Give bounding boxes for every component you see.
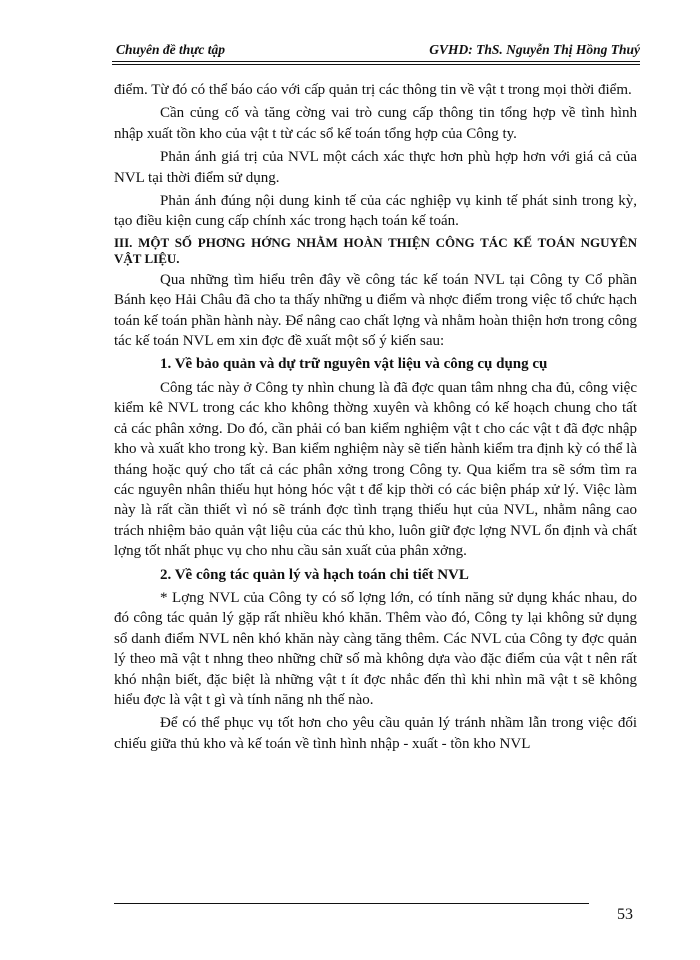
subsection-heading-2: 2. Về công tác quản lý và hạch toán chi tiết NVL [160, 566, 469, 583]
footer-rule [114, 903, 589, 904]
paragraph-storage: Công tác này ở Công ty nhìn chung là đã đợc quan tâm nhng cha đủ, công việc kiểm kê NVL trong các kho không thờng xuyên và không có kế hoạch chung cho tất cả các phân xởng. Do đó, cần phải có ban kiểm nghiệm vật t cho các vật t đã đợc nhập kho và xuất kho trong kỳ. Ban kiểm nghiệm này sẽ tiến hành kiểm tra định kỳ có thể là tháng hoặc quý cho tất cả các phân xởng trong Công ty. Qua kiểm tra sẽ sớm tìm ra các nguyên nhân thiếu hụt hỏng hóc vật t để kịp thời có các biện pháp xử lý. Việc làm này là rất cần thiết vì nó sẽ tránh đợc tình trạng thiếu hụt của NVL, nhằm nâng cao trách nhiệm bảo quản vật liệu của các thủ kho, luôn giữ đợc lợng NVL ổn định và chất lợng tốt nhất phục vụ cho nhu cầu sản xuất của phân xởng. [114, 379, 637, 560]
page-number: 53 [617, 906, 633, 923]
header-document-type: Chuyên đề thực tập [116, 42, 225, 57]
paragraph-reconciliation: Để có thể phục vụ tốt hơn cho yêu cầu quản lý tránh nhầm lẫn trong việc đối chiếu giữa thủ kho và kế toán về tình hình nhập - xuất - tồn kho NVL [114, 715, 637, 752]
page-header [112, 38, 640, 64]
subsection-heading-1: 1. Về bảo quản và dự trữ nguyên vật liệu và công cụ dụng cụ [160, 356, 548, 373]
paragraph-management: * Lợng NVL của Công ty có số lợng lớn, có tính năng sử dụng khác nhau, do đó công tác quản lý gặp rất nhiều khó khăn. Thêm vào đó, Công ty lại không sử dụng sổ danh điểm NVL nên khó khăn này càng tăng thêm. Các NVL của Công ty đợc quản lý theo mã vật t nhng theo những chữ số mà không dựa vào đặc điểm của vật t nên rất khó nhận biết, đặc biệt là những vật t ít đợc nhắc đến thì khi nhìn mã vật t sẽ không hiểu đợc là vật t gì và tính năng nh thế nào. [114, 589, 637, 708]
header-rule [112, 61, 640, 62]
header-supervisor: GVHD: ThS. Nguyễn Thị Hồng Thuý [429, 42, 640, 57]
page-body [114, 80, 637, 757]
paragraph-consolidate-info: Cần củng cố và tăng cờng vai trò cung cấp thông tin tổng hợp về tình hình nhập xuất tồn kho của vật t từ các sổ kế toán tổng hợp của Công ty. [114, 105, 637, 142]
paragraph-reflect-content: Phản ánh đúng nội dung kinh tế của các nghiệp vụ kinh tế phát sinh trong kỳ, tạo điều kiện cung cấp chính xác trong hạch toán kế toán. [114, 193, 637, 230]
section-heading-iii: III. MỘT SỐ PHƠNG HỚNG NHẰM HOÀN THIỆN CÔNG TÁC KẾ TOÁN NGUYÊN VẬT LIỆU. [114, 234, 637, 266]
header-rule-thin [112, 64, 640, 65]
paragraph-intro: Qua những tìm hiểu trên đây về công tác kế toán NVL tại Công ty Cổ phần Bánh kẹo Hải Châu đã cho ta thấy những u điểm và nhợc điểm trong việc tổ chức hạch toán kế toán phần hành này. Để nâng cao chất lợng và nhằm hoàn thiện hơn trong công tác kế toán NVL em xin đợc đề xuất một số ý kiến sau: [114, 271, 637, 350]
paragraph-reflect-value: Phản ánh giá trị của NVL một cách xác thực hơn phù hợp hơn với giá cả của NVL tại thời điểm sử dụng. [114, 149, 637, 186]
paragraph-continuation: điểm. Từ đó có thể báo cáo với cấp quản trị các thông tin về vật t trong mọi thời điểm. [114, 82, 632, 98]
